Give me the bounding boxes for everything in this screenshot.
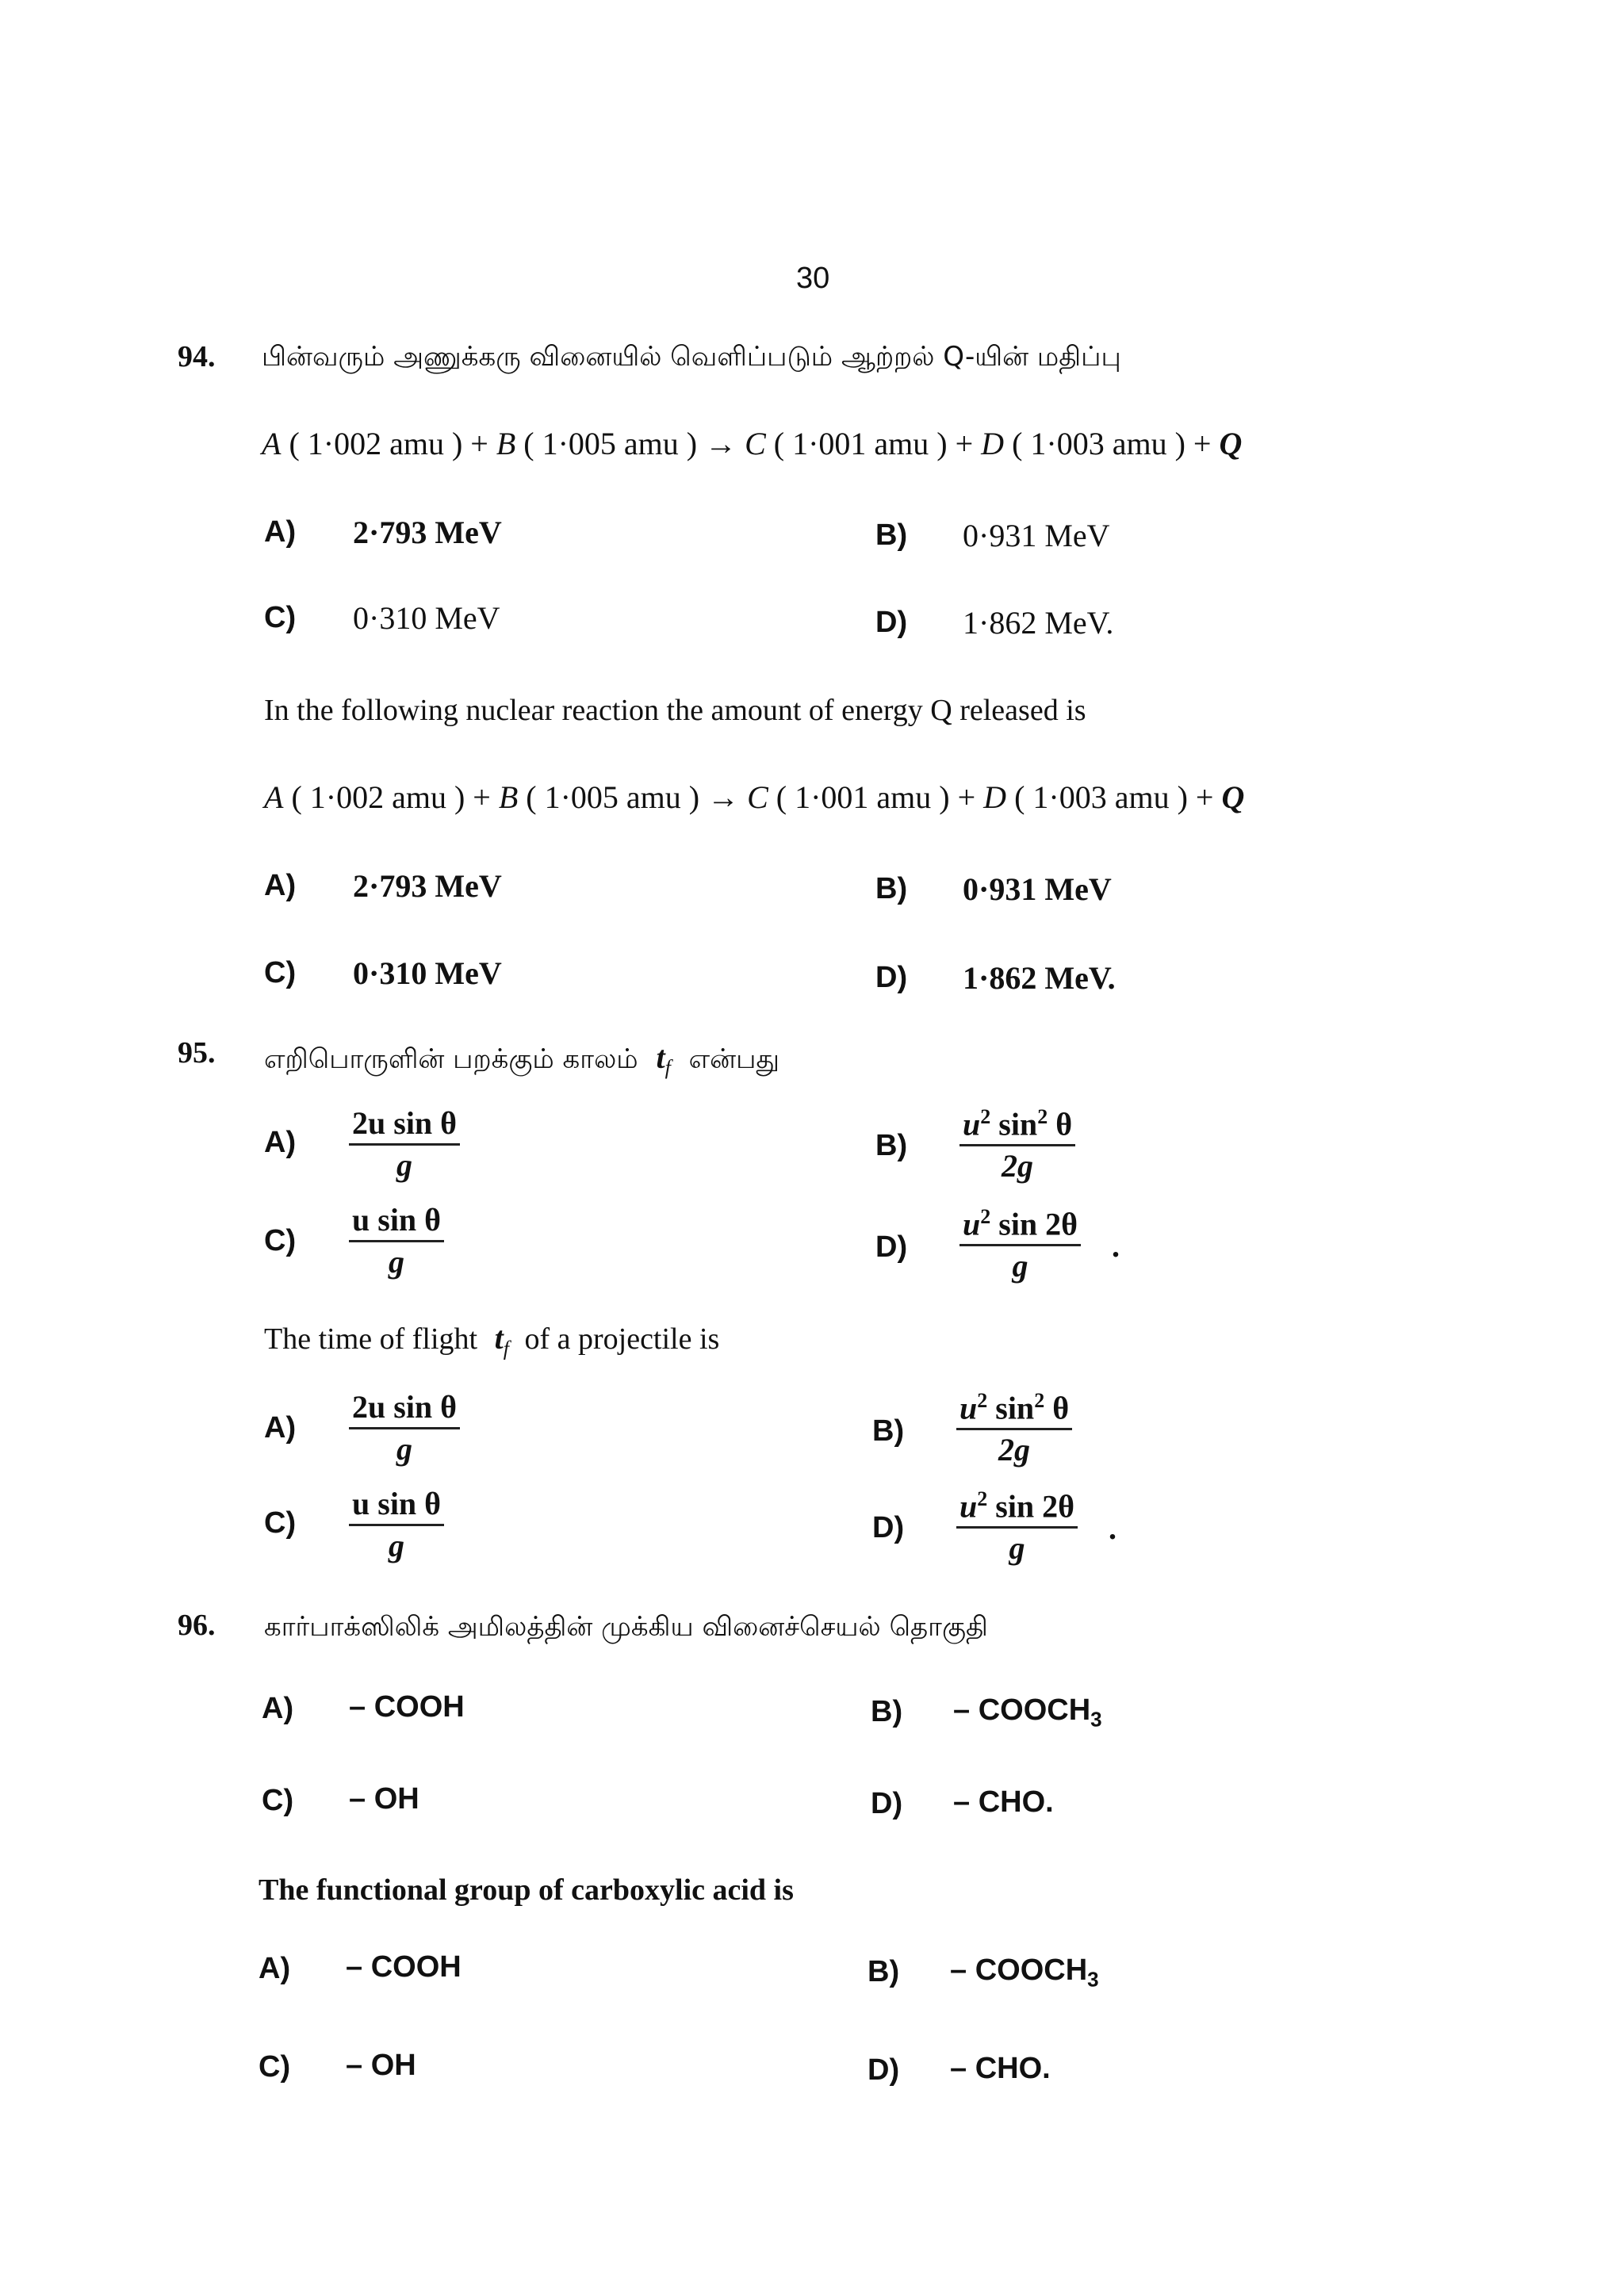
question-number-96: 96.: [178, 1609, 216, 1642]
option-label-d: D): [875, 1230, 908, 1264]
question-95-tamil-text: எறிபொருளின் பறக்கும் காலம் $t_f$ என்பது: [264, 1039, 779, 1079]
q96-en-option-c: – OH: [346, 2049, 416, 2082]
q95-en-option-a-fraction: $\frac{\text{2u sin θ}}{g}$: [349, 1389, 460, 1468]
option-label-a: A): [264, 1411, 297, 1445]
q95-ta-period: .: [1112, 1228, 1120, 1264]
q95-en-option-b-fraction: $\frac{u^2 \sin^2 \theta}{2g}$: [956, 1389, 1072, 1468]
q95-ta-option-c-fraction: $\frac{\text{u sin θ}}{g}$: [349, 1202, 444, 1280]
option-label-a: A): [264, 1126, 297, 1159]
option-label-d: D): [875, 961, 908, 994]
option-label-a: A): [264, 869, 297, 902]
q94-ta-option-a: 2·793 MeV: [353, 515, 502, 550]
q96-ta-option-b: – $COOCH_3$: [953, 1693, 1102, 1732]
q94-ta-option-d: 1·862 MeV.: [963, 605, 1114, 641]
q96-ta-option-a: – COOH: [349, 1690, 465, 1724]
question-94-tamil-text: பின்வரும் அணுக்கரு வினையில் வெளிப்படும் ஆற்றல் Q-யின் மதிப்பு: [262, 341, 1121, 373]
option-label-b: B): [868, 1955, 900, 1988]
option-label-c: C): [264, 1506, 297, 1540]
option-label-a: A): [264, 515, 297, 549]
option-label-b: B): [875, 1129, 908, 1162]
q95-en-option-d-fraction: $\frac{u^2 \sin 2\theta}{g}$: [956, 1487, 1078, 1567]
q96-en-option-a: – COOH: [346, 1950, 462, 1984]
page-number: 30: [796, 262, 830, 295]
question-94-english-text: In the following nuclear reaction the amount of energy Q released is: [264, 694, 1086, 727]
q95-ta-option-b-fraction: $\frac{u^2 \sin^2 \theta}{2g}$: [959, 1105, 1075, 1184]
option-label-c: C): [262, 1784, 294, 1817]
option-label-c: C): [264, 956, 297, 989]
question-number-94: 94.: [178, 340, 216, 373]
option-label-a: A): [262, 1692, 294, 1725]
q96-en-option-d: – CHO.: [950, 2052, 1051, 2085]
question-96-tamil-text: கார்பாக்ஸிலிக் அமிலத்தின் முக்கிய வினைச்செயல் தொகுதி: [264, 1611, 988, 1643]
option-label-d: D): [872, 1511, 905, 1544]
q96-ta-option-d: – CHO.: [953, 1785, 1054, 1819]
q94-ta-option-b: 0·931 MeV: [963, 518, 1110, 553]
q94-en-option-c: 0·310 MeV: [353, 955, 502, 991]
q95-ta-option-d-fraction: $\frac{u^2 \sin 2\theta}{g}$: [959, 1205, 1081, 1284]
option-label-d: D): [875, 606, 908, 639]
question-94-equation-tamil: A ( 1·002 amu ) + B ( 1·005 amu ) → C ( 1·001 amu ) + D ( 1·003 amu ) + Q: [262, 426, 1243, 461]
option-label-b: B): [875, 519, 908, 552]
question-95-english-text: The time of flight $t_f$ of a projectile is: [264, 1320, 720, 1360]
option-label-c: C): [259, 2050, 291, 2084]
question-number-95: 95.: [178, 1036, 216, 1070]
option-label-b: B): [872, 1414, 905, 1448]
option-label-b: B): [871, 1695, 903, 1728]
option-label-a: A): [259, 1952, 291, 1985]
q96-ta-option-c: – OH: [349, 1782, 419, 1816]
q94-ta-option-c: 0·310 MeV: [353, 600, 500, 636]
option-label-c: C): [264, 601, 297, 634]
q94-en-option-a: 2·793 MeV: [353, 868, 502, 904]
option-label-d: D): [868, 2053, 900, 2087]
option-label-b: B): [875, 872, 908, 905]
question-96-english-text: The functional group of carboxylic acid is: [259, 1873, 794, 1907]
option-label-c: C): [264, 1224, 297, 1257]
q94-en-option-b: 0·931 MeV: [963, 871, 1112, 907]
question-94-equation-english: A ( 1·002 amu ) + B ( 1·005 amu ) → C ( 1·001 amu ) + D ( 1·003 amu ) + Q: [264, 779, 1245, 815]
q96-en-option-b: – $COOCH_3$: [950, 1954, 1099, 1992]
q95-ta-option-a-fraction: $\frac{\text{2u sin θ}}{g}$: [349, 1105, 460, 1184]
q95-en-period: .: [1109, 1510, 1116, 1546]
q94-en-option-d: 1·862 MeV.: [963, 960, 1116, 996]
q95-en-option-c-fraction: $\frac{\text{u sin θ}}{g}$: [349, 1486, 444, 1564]
option-label-d: D): [871, 1787, 903, 1820]
